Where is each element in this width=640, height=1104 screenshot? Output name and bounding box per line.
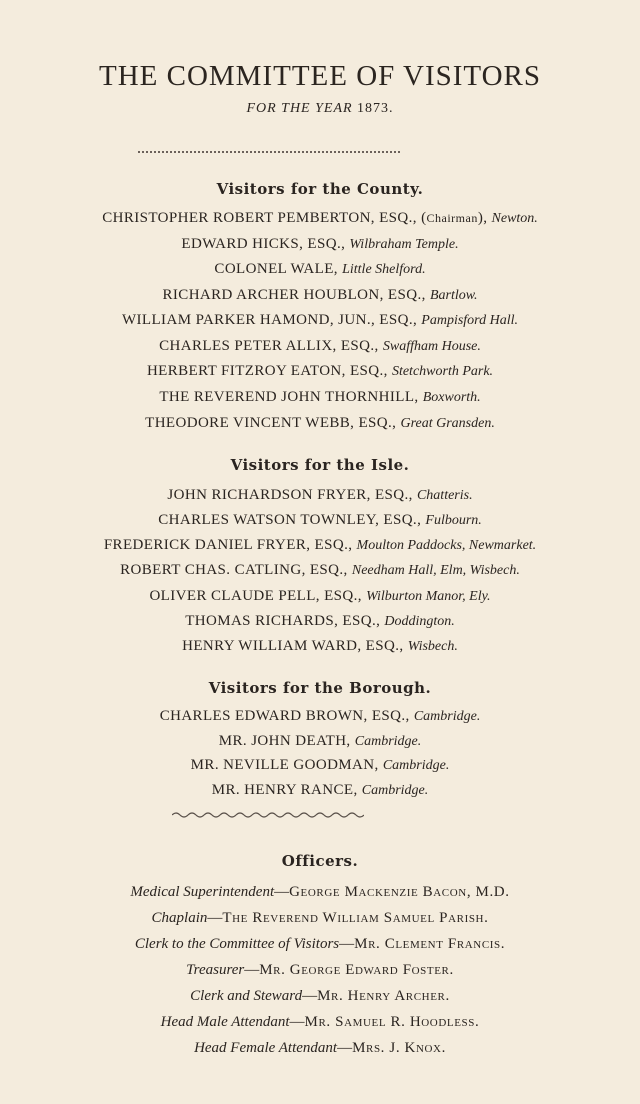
entry-name: CHARLES WATSON TOWNLEY, ESQ., <box>158 512 426 528</box>
isle-entry-6 <box>0 613 640 630</box>
borough-entry-4 <box>0 782 640 799</box>
officer-role: Head Female Attendant <box>194 1040 338 1056</box>
officer-line-3: Clerk to the Committee of Visitors—Mr. Clement Francis. <box>134 936 506 952</box>
officer-line-1: Medical Superintendent—George Mackenzie Bacon, M.D. <box>130 884 510 900</box>
borough-entry-3 <box>0 757 640 774</box>
entry-place: Cambridge. <box>361 783 429 798</box>
officer-name: George Mackenzie Bacon, M.D. <box>289 884 510 900</box>
county-entry-6 <box>0 338 640 355</box>
county-entry-8 <box>0 389 640 406</box>
officer-name: Mr. Henry Archer. <box>317 988 450 1004</box>
county-entry-4 <box>0 287 640 304</box>
entry-place: Chatteris. <box>416 488 473 503</box>
page-subtitle <box>0 101 640 117</box>
county-entry-3 <box>0 261 640 278</box>
officer-role: Medical Superintendent <box>130 884 275 900</box>
wavy-divider <box>172 811 364 819</box>
borough-entry-2 <box>0 733 640 750</box>
entry-name: CHRISTOPHER ROBERT PEMBERTON, ESQ., ( <box>102 210 427 226</box>
entry-place: Wilburton Manor, Ely. <box>366 589 491 604</box>
officer-line-4: Treasurer—Mr. George Edward Foster. <box>186 962 454 978</box>
county-entry-7 <box>0 363 640 380</box>
entry-place: Cambridge. <box>354 734 422 749</box>
officer-role: Treasurer <box>186 962 245 978</box>
entry-place: Newton. <box>491 211 538 226</box>
entry-place: Little Shelford. <box>342 262 426 277</box>
county-entry-9 <box>0 415 640 432</box>
subtitle-prefix: FOR THE YEAR <box>246 101 353 116</box>
officer-name: Mr. George Edward Foster. <box>259 962 454 978</box>
officer-line-2: Chaplain—The Reverend William Samuel Parish. <box>151 910 489 926</box>
entry-name: MR. HENRY RANCE, <box>211 782 362 798</box>
dotted-divider <box>138 151 400 153</box>
entry-place: Stetchworth Park. <box>391 364 494 379</box>
officer-role: Clerk and Steward <box>190 988 303 1004</box>
isle-entry-2 <box>0 512 640 529</box>
entry-name: HENRY WILLIAM WARD, ESQ., <box>182 638 408 654</box>
entry-place: Moulton Paddocks, Newmarket. <box>356 538 537 553</box>
entry-name: MR. JOHN DEATH, <box>218 733 355 749</box>
entry-place: Boxworth. <box>422 390 481 405</box>
section-heading-isle: Visitors for the Isle. <box>230 456 410 474</box>
entry-place: Cambridge. <box>382 758 450 773</box>
entry-name: RICHARD ARCHER HOUBLON, ESQ., <box>162 287 430 303</box>
section-heading-borough: Visitors for the Borough. <box>208 679 432 697</box>
county-entry-1 <box>0 210 640 227</box>
isle-entry-1 <box>0 487 640 504</box>
page-title: THE COMMITTEE OF VISITORS <box>98 60 542 92</box>
section-heading-officers: Officers. <box>281 852 359 870</box>
entry-name: FREDERICK DANIEL FRYER, ESQ., <box>103 537 357 553</box>
entry-place: Pampisford Hall. <box>421 313 518 328</box>
isle-entry-5 <box>0 588 640 605</box>
entry-name: MR. NEVILLE GOODMAN, <box>190 757 383 773</box>
isle-entry-4 <box>0 562 640 579</box>
county-entry-2 <box>0 236 640 253</box>
officer-name: Mr. Clement Francis. <box>354 936 506 952</box>
entry-name: THEODORE VINCENT WEBB, ESQ., <box>145 415 401 431</box>
entry-place: Wisbech. <box>407 639 458 654</box>
entry-place: Doddington. <box>384 614 455 629</box>
entry-place: Fulbourn. <box>425 513 482 528</box>
officer-name: Mrs. J. Knox. <box>352 1040 446 1056</box>
county-entry-5 <box>0 312 640 329</box>
entry-suffix: ), <box>477 210 492 226</box>
entry-place: Cambridge. <box>413 709 481 724</box>
entry-name: CHARLES EDWARD BROWN, ESQ., <box>159 708 414 724</box>
entry-name: COLONEL WALE, <box>214 261 343 277</box>
entry-place: Bartlow. <box>429 288 478 303</box>
entry-name: EDWARD HICKS, ESQ., <box>181 236 350 252</box>
entry-name: CHARLES PETER ALLIX, ESQ., <box>159 338 383 354</box>
officer-role: Clerk to the Committee of Visitors <box>134 936 340 952</box>
entry-name: ROBERT CHAS. CATLING, ESQ., <box>120 562 352 578</box>
entry-place: Needham Hall, Elm, Wisbech. <box>351 563 520 578</box>
entry-name: HERBERT FITZROY EATON, ESQ., <box>146 363 392 379</box>
borough-entry-1 <box>0 708 640 725</box>
entry-name: WILLIAM PARKER HAMOND, JUN., ESQ., <box>121 312 422 328</box>
officer-role: Head Male Attendant <box>160 1014 290 1030</box>
entry-name: THOMAS RICHARDS, ESQ., <box>185 613 385 629</box>
isle-entry-7 <box>0 638 640 655</box>
section-heading-county: Visitors for the County. <box>216 180 424 198</box>
entry-place: Swaffham House. <box>382 339 481 354</box>
entry-place: Wilbraham Temple. <box>349 237 459 252</box>
entry-role: Chairman <box>426 211 478 225</box>
officer-line-5: Clerk and Steward—Mr. Henry Archer. <box>190 988 450 1004</box>
officer-role: Chaplain <box>151 910 208 926</box>
entry-place: Great Gransden. <box>400 416 495 431</box>
subtitle-year: 1873. <box>357 101 394 116</box>
officer-name: Mr. Samuel R. Hoodless. <box>304 1014 480 1030</box>
officer-name: The Reverend William Samuel Parish. <box>222 910 489 926</box>
officer-line-6: Head Male Attendant—Mr. Samuel R. Hoodless. <box>160 1014 480 1030</box>
isle-entry-3 <box>0 537 640 554</box>
officer-line-7: Head Female Attendant—Mrs. J. Knox. <box>194 1040 446 1056</box>
entry-name: OLIVER CLAUDE PELL, ESQ., <box>149 588 367 604</box>
entry-name: THE REVEREND JOHN THORNHILL, <box>159 389 423 405</box>
entry-name: JOHN RICHARDSON FRYER, ESQ., <box>167 487 417 503</box>
